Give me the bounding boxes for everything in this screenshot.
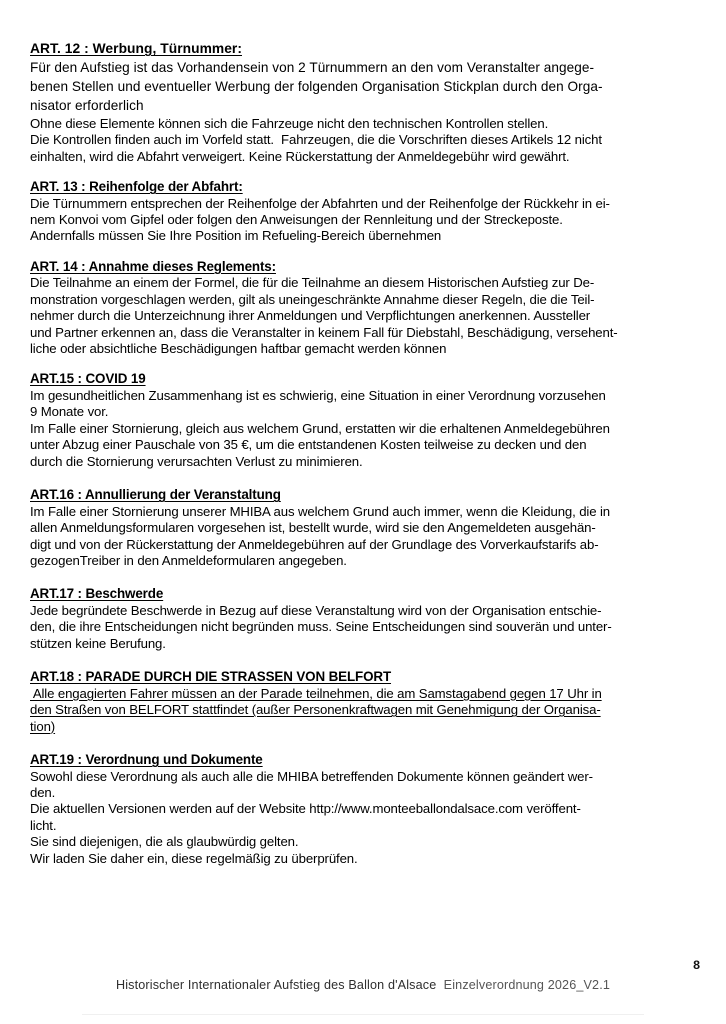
text-line: einhalten, wird die Abfahrt verweigert. Keine Rückerstattung der Anmeldegebühr wird gewährt. [30,148,570,164]
text-line: Alle engagierten Fahrer müssen an der Parade teilnehmen, die am Samstagabend gegen 17 Uhr in [30,685,602,701]
footer-content [116,977,610,993]
paragraph-art-12-body [30,116,704,165]
document-body [30,41,704,867]
paragraph-art-14 [30,275,704,357]
text-line: licht. [30,817,57,833]
paragraph-art-13 [30,196,704,245]
text-line: unter Abzug einer Pauschale von 35 €, um die entstandenen Kosten teilweise zu decken und den [30,437,587,453]
text-line: nehmer durch die Unterzeichnung ihrer Anmeldungen und Verpflichtungen anerkennen. Aussteller [30,308,591,324]
text-line: Andernfalls müssen Sie Ihre Position im Refueling-Bereich übernehmen [30,228,442,244]
heading-art-17-text: ART.17 : Beschwerde [30,586,164,602]
heading-art-12 [30,41,704,58]
text-line: allen Anmeldungsformularen vorgesehen ist, bestellt wurde, wird sie den Angemeldeten ausgehän- [30,520,596,536]
heading-art-14-text: ART. 14 : Annahme dieses Reglements: [30,258,276,274]
heading-art-12-text: ART. 12 : Werbung, Türnummer: [30,41,242,56]
footer-separator [436,978,443,992]
text-line: den, die ihre Entscheidungen nicht begründen muss. Seine Entscheidungen sind souverän und unter- [30,619,612,635]
section-spacer [30,165,704,179]
text-line: Sowohl diese Verordnung als auch alle die MHIBA betreffenden Dokumente können geändert wer- [30,768,593,784]
text-line: stützen keine Berufung. [30,635,166,651]
text-line: Jede begründete Beschwerde in Bezug auf diese Veranstaltung wird von der Organisation entschie- [30,602,602,618]
paragraph-art-18 [30,686,704,735]
text-line: digt und von der Rückerstattung der Anmeldegebühren auf der Grundlage des Vorverkaufstarifs ab- [30,536,599,552]
text-line: nem Konvoi vom Gipfel oder folgen den Anweisungen der Rennleitung und der Streckeposte. [30,212,563,228]
heading-art-14 [30,259,704,276]
heading-art-19-text: ART.19 : Verordnung und Dokumente [30,751,263,767]
text-line: Für den Aufstieg ist das Vorhandensein von 2 Türnummern an den vom Veranstalter angege- [30,59,595,75]
text-line: Die aktuellen Versionen werden auf der Website http://www.monteeballondalsace.com veröffent- [30,801,581,817]
text-line: Im Falle einer Stornierung unserer MHIBA aus welchem Grund auch immer, wenn die Kleidung, die in [30,503,611,519]
page-footer [0,976,726,994]
section-spacer [30,245,704,259]
section-spacer [30,470,704,487]
heading-art-18-text: ART.18 : PARADE DURCH DIE STRASSEN VON BELFORT [30,669,392,685]
heading-art-13 [30,179,704,196]
page-number: 8 [693,958,700,972]
heading-art-13-text: ART. 13 : Reihenfolge der Abfahrt: [30,179,243,195]
paragraph-art-16 [30,504,704,570]
text-line: Im gesundheitlichen Zusammenhang ist es schwierig, eine Situation in einer Verordnung vorzusehen [30,388,606,404]
text-line: liche oder absichtliche Beschädigungen haftbar gemacht werden können [30,341,447,357]
heading-art-15 [30,371,704,388]
text-line: tion) [30,718,56,734]
text-line: Wir laden Sie daher ein, diese regelmäßig zu überprüfen. [30,850,358,866]
text-line: und Partner erkennen an, dass die Veranstalter in keinem Fall für Diebstahl, Beschädigung, versehent- [30,324,618,340]
text-line: den Straßen von BELFORT stattfindet (außer Personenkraftwagen mit Genehmigung der Organisa- [30,702,601,718]
text-line: 9 Monate vor. [30,404,109,420]
footer-rule [82,1014,644,1015]
text-line: monstration vorgeschlagen werden, gilt als uneingeschränkte Annahme dieser Regeln, die die Teil- [30,291,595,307]
text-line: Im Falle einer Stornierung, gleich aus welchem Grund, erstatten wir die erhaltenen Anmeldegebühren [30,420,610,436]
footer-subtitle: Einzelverordnung 2026_V2.1 [443,978,611,992]
heading-art-15-text: ART.15 : COVID 19 [30,371,146,387]
section-spacer [30,735,704,752]
footer-title: Historischer Internationaler Aufstieg des Ballon d'Alsace [115,978,437,992]
paragraph-art-12-intro [30,58,704,116]
heading-art-19 [30,752,704,769]
section-spacer [30,357,704,371]
text-line: benen Stellen und eventueller Werbung der folgenden Organisation Stickplan durch den Orga- [30,79,603,94]
text-line: gezogenTreiber in den Anmeldeformularen angegeben. [30,552,347,568]
heading-art-18 [30,669,704,686]
text-line: Ohne diese Elemente können sich die Fahrzeuge nicht den technischen Kontrollen stellen. [30,115,549,131]
heading-art-16-text: ART.16 : Annullierung der Veranstaltung [30,487,281,503]
heading-art-17 [30,586,704,603]
text-line: durch die Stornierung verursachten Verlust zu minimieren. [30,453,363,469]
paragraph-art-15 [30,388,704,470]
text-line: Sie sind diejenigen, die als glaubwürdig gelten. [30,834,299,850]
text-line: Die Türnummern entsprechen der Reihenfolge der Abfahrten und der Reihenfolge der Rückkehr in ei- [30,195,610,211]
section-spacer [30,652,704,669]
paragraph-art-19 [30,769,704,867]
section-spacer [30,569,704,586]
paragraph-art-17 [30,603,704,652]
heading-art-16 [30,487,704,504]
text-line: den. [30,784,56,800]
text-line: Die Kontrollen finden auch im Vorfeld statt. Fahrzeugen, die die Vorschriften dieses Artikels 12 nicht [30,132,602,148]
text-line: Die Teilnahme an einem der Formel, die für die Teilnahme an diesem Historischen Aufstieg zur De- [30,275,595,291]
text-line: nisator erforderlich [30,98,144,114]
